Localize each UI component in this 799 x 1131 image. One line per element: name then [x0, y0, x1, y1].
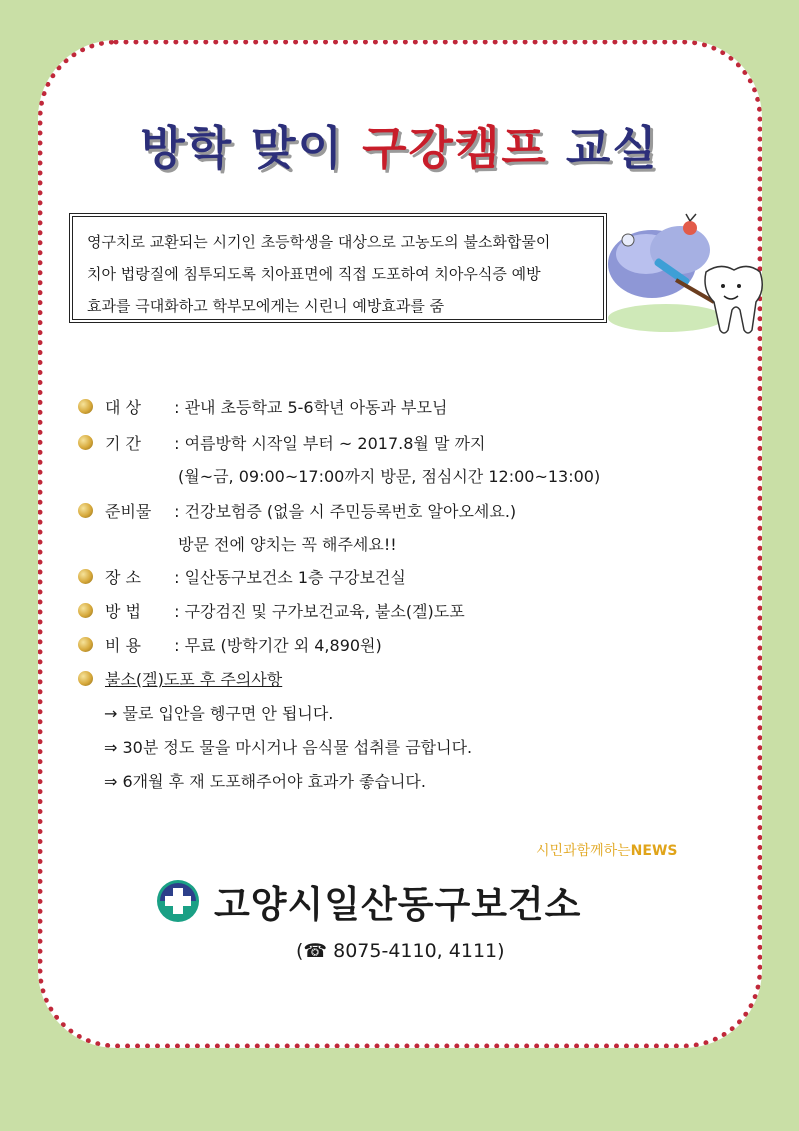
bullet-icon — [78, 603, 93, 618]
row-label: 방 법 — [105, 602, 141, 621]
organization-name: 고양시일산동구보건소 — [214, 883, 582, 926]
row-label: 기 간 — [105, 434, 141, 453]
page-title — [0, 112, 799, 178]
bullet-icon — [78, 399, 93, 414]
intro-line: 효과를 극대화하고 학부모에게는 시린니 예방효과를 줌 — [87, 297, 445, 315]
bullet-icon — [78, 503, 93, 518]
row-value: 구강검진 및 구가보건교육, 불소(겔)도포 — [184, 602, 465, 621]
row-value: 일산동구보건소 1층 구강보건실 — [184, 568, 406, 587]
bullet-icon — [78, 569, 93, 584]
title-highlight: 구강캠프 — [362, 121, 548, 175]
info-row-place: 장 소 : 일산동구보건소 1층 구강보건실 — [78, 566, 406, 590]
bullet-icon — [78, 637, 93, 652]
row-value: 여름방학 시작일 부터 ~ 2017.8월 말 까지 — [184, 434, 486, 453]
intro-line: 영구치로 교환되는 시기인 초등학생을 대상으로 고농도의 불소화합물이 — [87, 233, 551, 251]
prep-note: 방문 전에 양치는 꼭 해주세요!! — [178, 535, 397, 554]
row-value: 관내 초등학교 5-6학년 아동과 부모님 — [184, 398, 448, 417]
caution-line: ⇒ 30분 정도 물을 마시거나 음식물 섭취를 금합니다. — [104, 738, 473, 757]
bullet-icon — [78, 671, 93, 686]
caution-title: 불소(겔)도포 후 주의사항 — [105, 670, 283, 689]
organization-signature — [156, 876, 581, 926]
info-row-prep: 준비물 : 건강보험증 (없을 시 주민등록번호 알아오세요.) — [78, 500, 516, 524]
row-value: 무료 (방학기간 외 4,890원) — [184, 636, 382, 655]
caution-heading — [78, 668, 282, 692]
news-tagline: 시민과함께하는NEWS — [536, 843, 678, 859]
row-label: 준비물 — [105, 502, 152, 521]
info-row-method: 방 법 : 구강검진 및 구가보건교육, 불소(겔)도포 — [78, 600, 465, 624]
period-note: (월~금, 09:00~17:00까지 방문, 점심시간 12:00~13:00) — [178, 467, 601, 486]
row-label: 장 소 — [105, 568, 141, 587]
title-part1: 방학 맞이 — [140, 121, 363, 175]
row-label: 비 용 — [105, 636, 141, 655]
info-row-target: 대 상 : 관내 초등학교 5-6학년 아동과 부모님 — [78, 396, 447, 420]
caution-line: → 물로 입안을 헹구면 안 됩니다. — [104, 704, 334, 723]
row-label: 대 상 — [105, 398, 141, 417]
caution-line: ⇒ 6개월 후 재 도포해주어야 효과가 좋습니다. — [104, 772, 426, 791]
title-part3: 교실 — [547, 121, 659, 175]
intro-box — [72, 216, 604, 320]
info-row-period: 기 간 : 여름방학 시작일 부터 ~ 2017.8월 말 까지 — [78, 432, 485, 456]
intro-line: 치아 법랑질에 침투되도록 치아표면에 직접 도포하여 치아우식증 예방 — [87, 265, 541, 283]
news-label: NEWS — [630, 843, 678, 859]
ground-shadow — [608, 304, 724, 332]
toothbrush-tooth-illustration — [606, 206, 766, 336]
phone-number: (☎ 8075-4110, 4111) — [296, 940, 505, 962]
info-row-cost: 비 용 : 무료 (방학기간 외 4,890원) — [78, 634, 382, 658]
germ-icon — [683, 221, 697, 235]
health-center-logo-icon — [156, 879, 200, 923]
bullet-icon — [78, 435, 93, 450]
row-value: 건강보험증 (없을 시 주민등록번호 알아오세요.) — [184, 502, 517, 521]
